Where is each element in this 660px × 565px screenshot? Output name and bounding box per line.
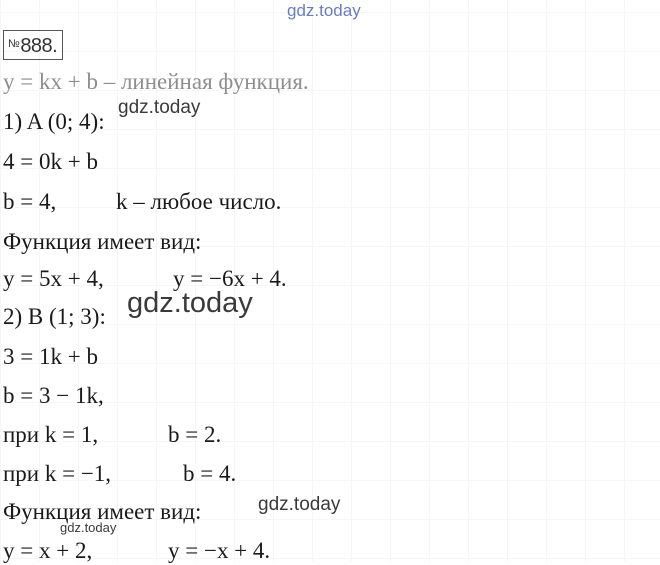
- watermark-b: gdz.today: [127, 287, 253, 319]
- solution-line-1: 1) A (0; 4):: [3, 109, 105, 134]
- solution-line-0: y = kx + b – линейная функция.: [3, 69, 309, 94]
- problem-number-badge: [3, 30, 63, 60]
- solution-line-11: Функция имеет вид:: [3, 499, 202, 524]
- solution-line-8: b = 3 − 1k,: [3, 383, 104, 408]
- solution-line-9-right: b = 2.: [168, 422, 222, 447]
- solution-line-9-left: при k = 1,: [3, 422, 99, 447]
- watermark-d: gdz.today: [60, 520, 117, 535]
- solution-line-7: 3 = 1k + b: [3, 344, 98, 369]
- solution-line-3-right: k – любое число.: [116, 189, 282, 214]
- watermark-c: gdz.today: [258, 494, 341, 515]
- solution-line-5-left: y = 5x + 4,: [3, 266, 104, 291]
- number-sign: №: [8, 38, 20, 50]
- watermark-top: gdz.today: [287, 1, 361, 20]
- solution-line-5-right: y = −6x + 4.: [173, 266, 287, 291]
- solution-line-3-left: b = 4,: [3, 189, 57, 214]
- solution-line-10-right: b = 4.: [183, 461, 237, 486]
- solution-line-4: Функция имеет вид:: [3, 229, 202, 254]
- solution-line-10-left: при k = −1,: [3, 461, 112, 486]
- solution-line-2: 4 = 0k + b: [3, 149, 98, 174]
- solution-line-12-left: y = x + 2,: [3, 538, 93, 563]
- solution-line-12-right: y = −x + 4.: [168, 538, 271, 563]
- problem-number: 888.: [20, 35, 58, 57]
- watermark-a: gdz.today: [118, 97, 201, 118]
- solution-line-6: 2) B (1; 3):: [3, 304, 106, 329]
